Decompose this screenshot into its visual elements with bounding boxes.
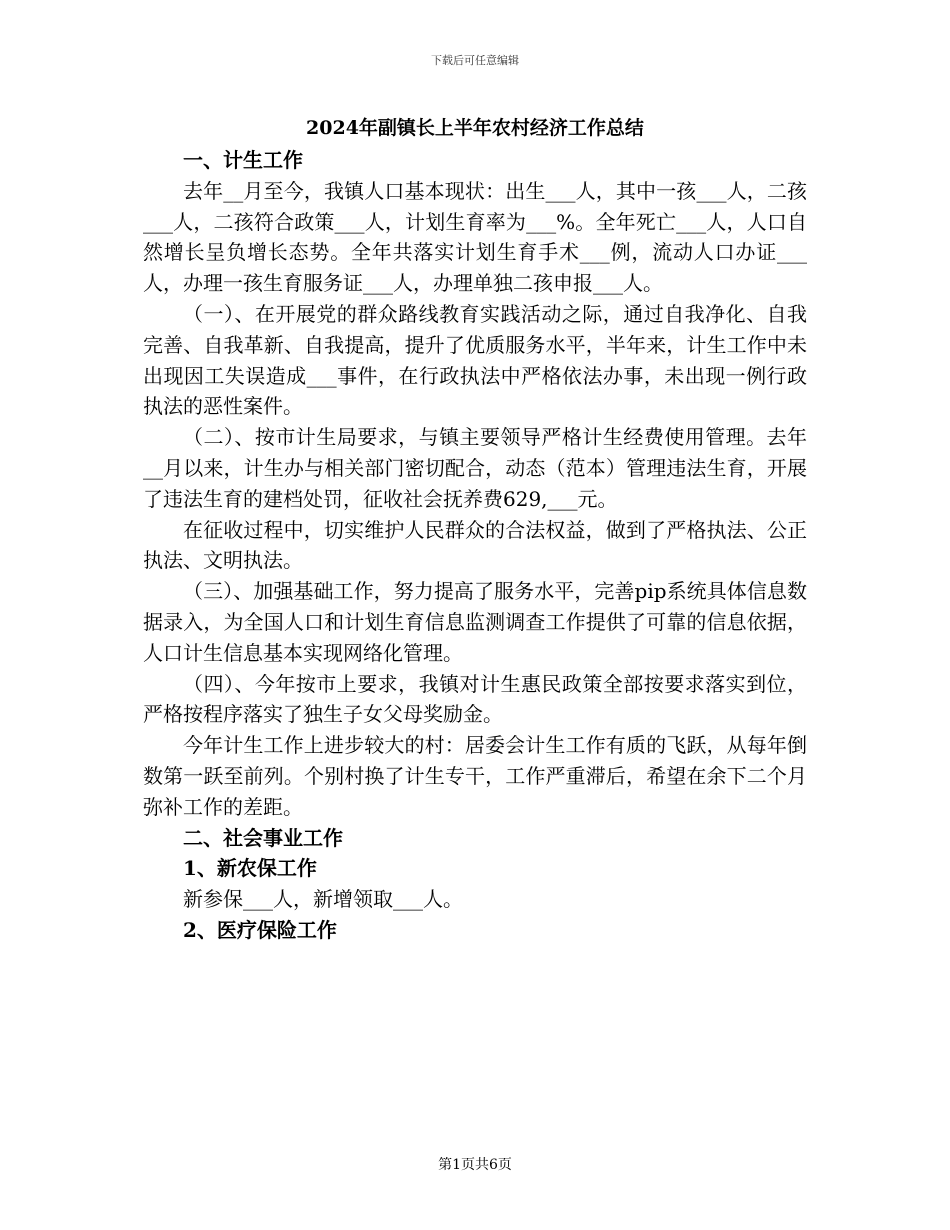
page-footer: 第1页共6页 bbox=[438, 1157, 512, 1173]
page-header: 下载后可任意编辑 bbox=[431, 54, 519, 67]
paragraph-item-2: （二）、按市计生局要求，与镇主要领导严格计生经费使用管理。去年__月以来，计生办与相关部门密切配合，动态（范本）管理违法生育，开展了违法生育的建档处罚，征收社会抚养费629,___元。 bbox=[143, 425, 807, 511]
section-heading-social-affairs: 二、社会事业工作 bbox=[183, 825, 343, 850]
document-title: 2024年副镇长上半年农村经济工作总结 bbox=[306, 117, 644, 139]
subheading-medical-insurance: 2、医疗保险工作 bbox=[183, 917, 337, 942]
section-heading-family-planning: 一、计生工作 bbox=[183, 148, 303, 172]
subheading-rural-pension: 1、新农保工作 bbox=[183, 856, 317, 881]
paragraph-population-status: 去年__月至今，我镇人口基本现状：出生___人，其中一孩___人，二孩___人，二孩符合政策___人，计划生育率为___%。全年死亡___人，人口自然增长呈负增长态势。全年共落实计划生育手术___例，流动人口办证___人，办理一孩生育服务证___人，办理单独二孩申报___人。 bbox=[143, 178, 807, 296]
paragraph-item-3: （三）、加强基础工作，努力提高了服务水平，完善pip系统具体信息数据录入，为全国人口和计划生育信息监测调查工作提供了可靠的信息依据，人口计生信息基本实现网络化管理。 bbox=[143, 579, 807, 665]
paragraph-pension-stats: 新参保___人，新增领取___人。 bbox=[183, 887, 463, 912]
paragraph-item-4: （四）、今年按市上要求，我镇对计生惠民政策全部按要求落实到位，严格按程序落实了独生子女父母奖励金。 bbox=[143, 671, 807, 727]
paragraph-village-progress: 今年计生工作上进步较大的村：居委会计生工作有质的飞跃，从每年倒数第一跃至前列。个别村换了计生专干，工作严重滞后，希望在余下二个月弥补工作的差距。 bbox=[143, 733, 807, 819]
paragraph-item-1: （一）、在开展党的群众路线教育实践活动之际，通过自我净化、自我完善、自我革新、自我提高，提升了优质服务水平，半年来，计生工作中未出现因工失误造成___事件，在行政执法中严格依法办事，未出现一例行政执法的恶性案件。 bbox=[143, 301, 807, 419]
paragraph-collection-process: 在征收过程中，切实维护人民群众的合法权益，做到了严格执法、公正执法、文明执法。 bbox=[143, 517, 807, 573]
document-body bbox=[143, 145, 807, 946]
